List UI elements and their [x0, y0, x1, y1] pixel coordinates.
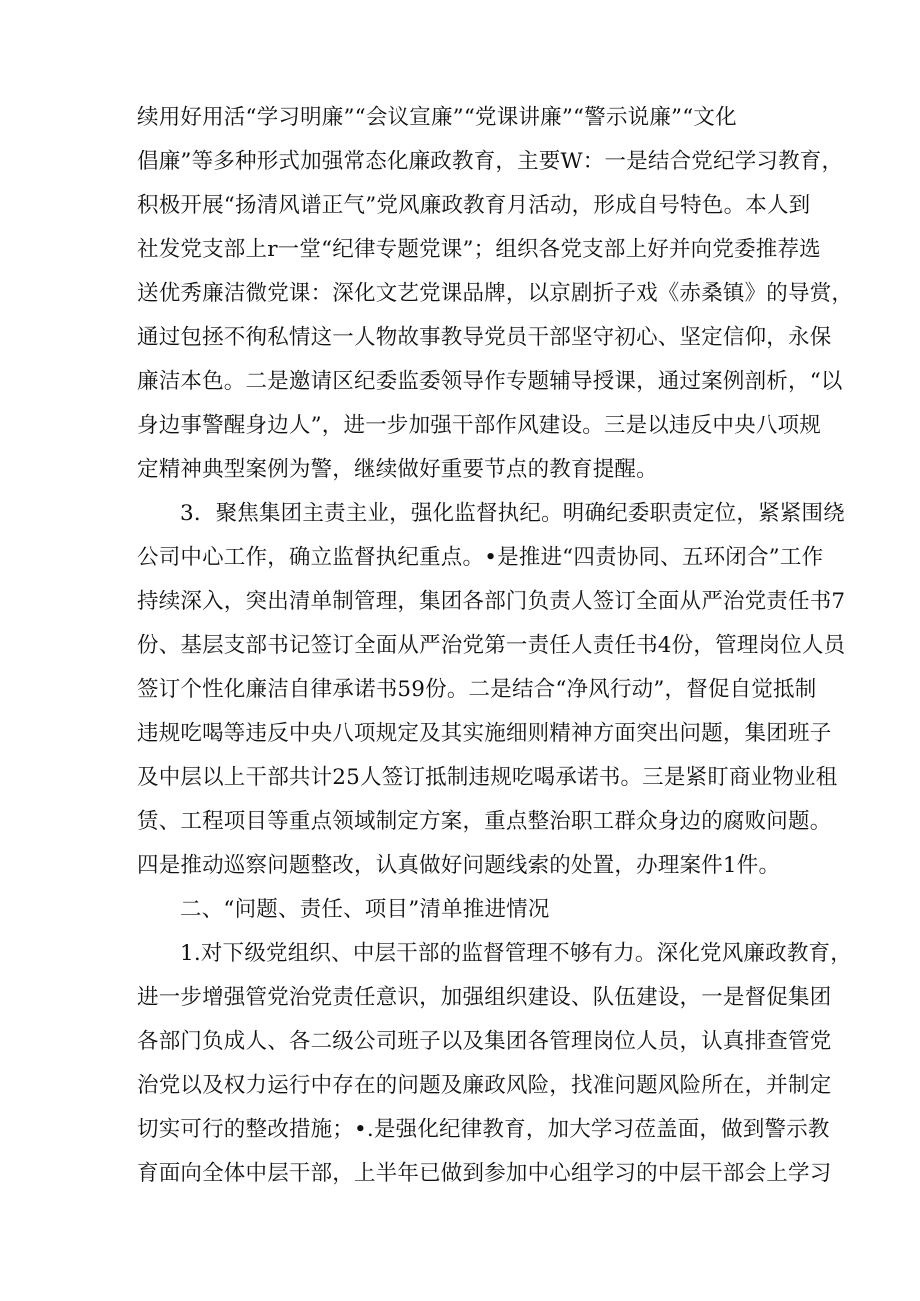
text-line: 份、基层支部书记签订全面从严治党第一责任人责任书4份，管理岗位人员	[137, 633, 846, 658]
text-line: 育面向全体中层干部，上半年已做到参加中心组学习的中层干部会上学习	[137, 1161, 832, 1186]
text-line: 及中层以上干部共计25人签订抵制违规吃喝承诺书。三是紧盯商业物业租	[137, 765, 838, 790]
text-line: 积极开展“扬清风谱正气”党风廉政教育月活动，形成自号特色。本人到	[137, 193, 811, 218]
paragraph-start-line: 3．聚焦集团主责主业，强化监督执纪。明确纪委职责定位，紧紧围绕	[180, 501, 845, 526]
text-line: 送优秀廉洁微党课：深化文艺党课品牌，以京剧折子戏《赤桑镇》的导赏，	[137, 281, 854, 306]
paragraph-start-line: 1.对下级党组织、中层干部的监督管理不够有力。深化党风廉政教育，	[180, 941, 852, 966]
text-line: 进一步增强管党治党责任意识，加强组织建设、队伍建设，一是督促集团	[137, 985, 832, 1010]
text-line: 切实可行的整改措施；•.是强化纪律教育，加大学习莅盖面，做到警示教	[137, 1117, 830, 1142]
text-line: 公司中心工作，确立监督执纪重点。•是推进“四责协同、五环闭合”工作	[137, 545, 824, 570]
text-line: 廉洁本色。二是邀请区纪委监委领导作专题辅导授课，通过案例剖析，“以	[137, 369, 843, 394]
text-line: 签订个性化廉洁自律承诺书59份。二是结合“净风行动”，督促自觉抵制	[137, 677, 817, 702]
text-line: 身边事警醒身边人”，进一步加强干部作风建设。三是以违反中央八项规	[137, 413, 821, 438]
text-line: 违规吃喝等违反中央八项规定及其实施细则精神方面突出问题，集团班子	[137, 721, 832, 746]
text-line: 各部门负成人、各二级公司班子以及集团各管理岗位人员，认真排查管党	[137, 1029, 832, 1054]
text-line: 社发党支部上r一堂“纪律专题党课”；组织各党支部上好并向党委推荐选	[137, 237, 821, 262]
text-line: 倡廉”等多种形式加强常态化廉政教育，主要W：一是结合党纪学习教育，	[137, 149, 844, 174]
text-line: 治党以及权力运行中存在的问题及廉政风险，找准问题风险所在，并制定	[137, 1073, 832, 1098]
text-line: 通过包拯不徇私情这一人物故事教导党员干部坚守初心、坚定信仰，永保	[137, 325, 832, 350]
text-line: 定精神典型案例为警，继续做好重要节点的教育提醒。	[137, 457, 658, 482]
text-line: 持续深入，突出清单制管理，集团各部门负责人签订全面从严治党责任书7	[137, 589, 846, 614]
text-line: 赁、工程项目等重点领域制定方案，重点整治职工群众身边的腐败问题。	[137, 809, 832, 834]
section-heading: 二、“问题、责任、项目”清单推进情况	[180, 897, 550, 922]
text-line: 续用好用活“学习明廉”“会议宣廉”“党课讲廉”“警示说廉”“文化	[137, 105, 737, 130]
text-line: 四是推动巡察问题整改，认真做好问题线索的处置，办理案件1件。	[137, 853, 781, 878]
